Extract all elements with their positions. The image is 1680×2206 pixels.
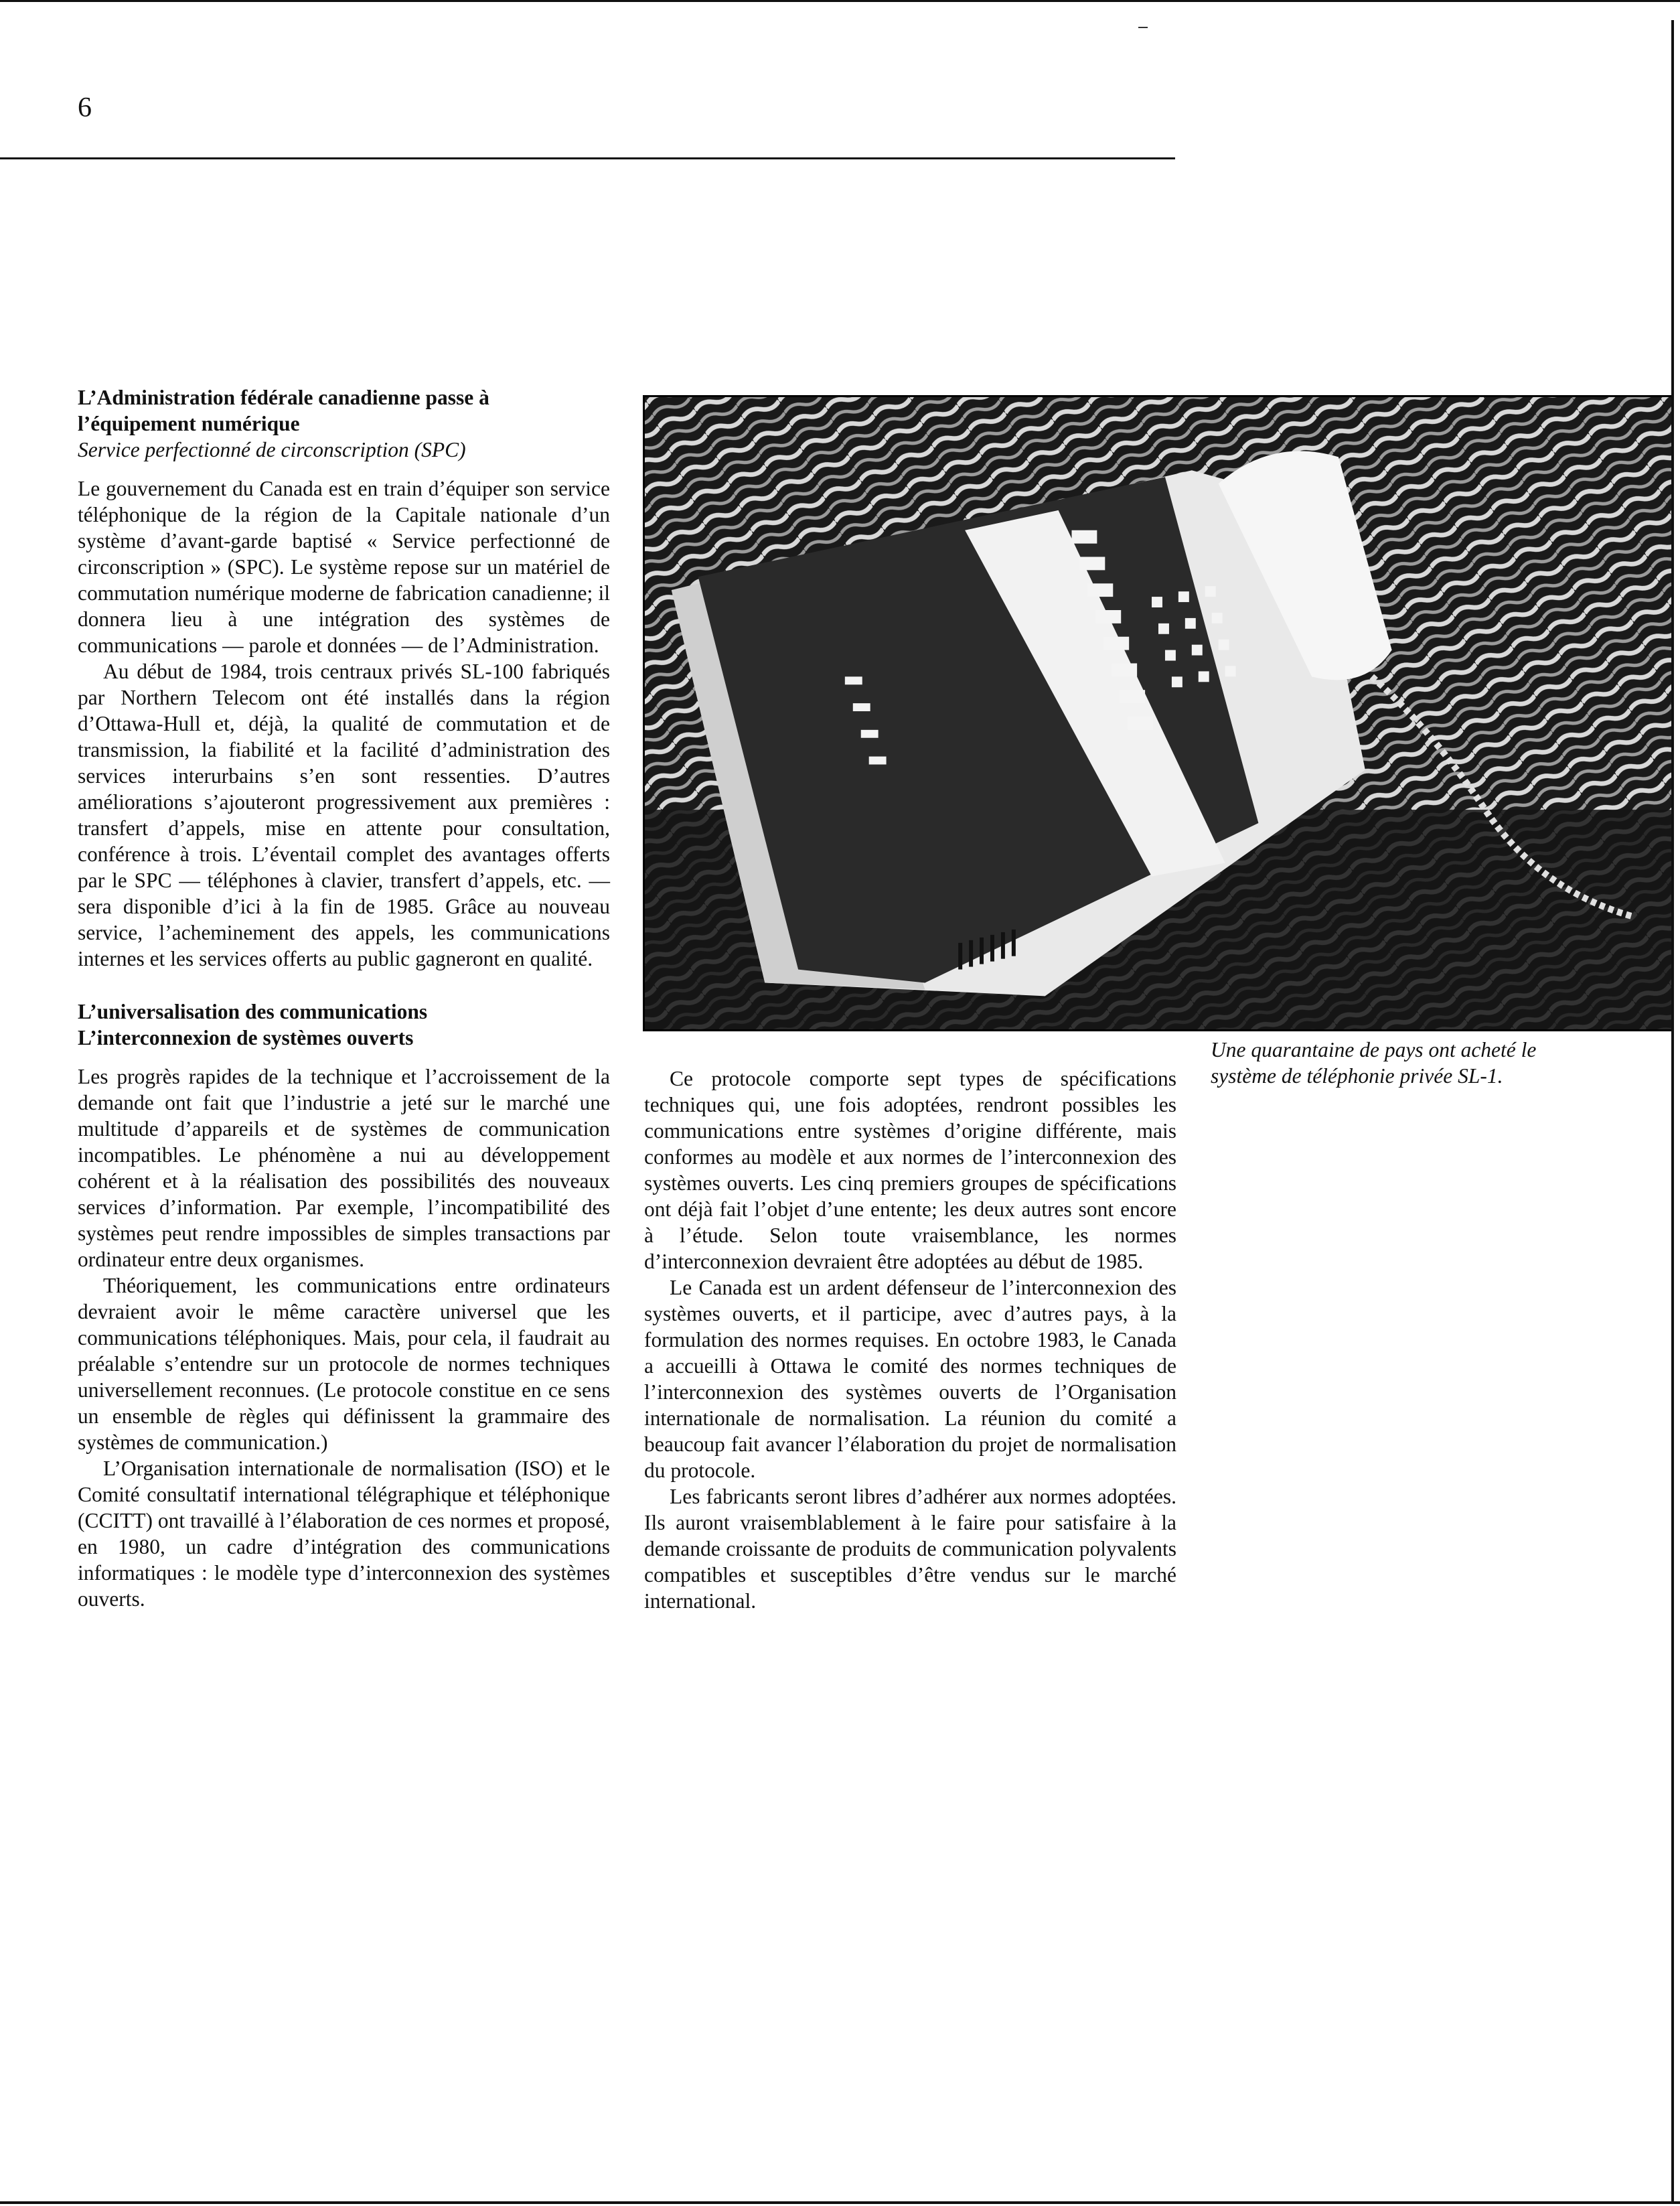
body-paragraph: Les progrès rapides de la technique et l’accroissement de la demande ont fait que l’industrie a jeté sur le marché une multitude d’appareils et de systèmes de communication incompatibles. Le phénomène a nui au développement cohérent et à la réalisation des possibilités des nouveaux services d’information. Par exemple, l’incompatibilité des systèmes peut rendre impossibles de simples transactions par ordinateur entre deux organismes.	[78, 1065, 610, 1271]
header-rule	[0, 157, 1175, 159]
scan-mark	[1138, 27, 1148, 28]
heading-line: L’universalisation des communications	[78, 1000, 428, 1023]
heading-line: l’équipement numérique	[78, 412, 300, 435]
body-paragraph: Ce protocole comporte sept types de spécifications techniques qui, une fois adoptées, rendront possibles les communications entre systèmes d’origine différente, mais conformes au modèle et aux normes de l’interconnexion des systèmes ouverts. Les cinq premiers groupes de spécifications ont déjà fait l’objet d’une entente; les deux autres sont encore à l’étude. Selon toute vraisemblance, les normes d’interconnexion devraient être adoptées au début de 1985.	[644, 1067, 1176, 1273]
page-right-edge	[1671, 20, 1674, 2203]
page-bottom-edge	[0, 2201, 1680, 2204]
caption-line: Une quarantaine de pays ont acheté le	[1211, 1038, 1537, 1061]
page-number: 6	[78, 92, 92, 123]
caption-line: système de téléphonie privée SL-1.	[1211, 1064, 1503, 1088]
section-heading-spc	[78, 384, 610, 437]
page-top-edge	[0, 0, 1680, 2]
section-heading-osi	[78, 999, 610, 1051]
left-column	[78, 384, 610, 1612]
body-paragraph: Le gouvernement du Canada est en train d’équiper son service téléphonique de la région de la Capitale nationale d’un système d’avant-garde baptisé « Service perfectionné de circonscription » (SPC). Le système repose sur un matériel de commutation numérique moderne de fabrication canadienne; il donnera lieu à une intégration des systèmes de communications — parole et données — de l’Administration.	[78, 477, 610, 657]
telephone-illustration	[645, 397, 1672, 1029]
body-paragraph: Théoriquement, les communications entre ordinateurs devraient avoir le même caractère universel que les communications téléphoniques. Mais, pour cela, il faudrait au préalable s’entendre sur un protocole de normes techniques universellement reconnues. (Le protocole constitue en ce sens un ensemble de règles qui définissent la grammaire des systèmes de communication.)	[78, 1274, 610, 1454]
section-gap	[78, 972, 610, 999]
heading-line: L’Administration fédérale canadienne passe à	[78, 386, 489, 409]
middle-column	[644, 1065, 1176, 1614]
body-paragraph: Les fabricants seront libres d’adhérer aux normes adoptées. Ils auront vraisemblablement à le faire pour satisfaire à la demande croissante de produits de communication polyvalents compatibles et susceptibles d’être vendus sur le marché international.	[644, 1485, 1176, 1613]
section-subheading-spc: Service perfectionné de circonscription (SPC)	[78, 438, 466, 461]
telephone-photo	[643, 395, 1674, 1031]
body-paragraph: L’Organisation internationale de normalisation (ISO) et le Comité consultatif international télégraphique et téléphonique (CCITT) ont travaillé à l’élaboration de ces normes et proposé, en 1980, un cadre d’intégration des communications informatiques : le modèle type d’interconnexion des systèmes ouverts.	[78, 1457, 610, 1611]
body-paragraph: Le Canada est un ardent défenseur de l’interconnexion des systèmes ouverts, et il participe, avec d’autres pays, à la formulation des normes requises. En octobre 1983, le Canada a accueilli à Ottawa le comité des normes techniques de l’interconnexion des systèmes ouverts de l’Organisation internationale de normalisation. La réunion du comité a beaucoup fait avancer l’élaboration du projet de normalisation du protocole.	[644, 1276, 1176, 1482]
heading-line: L’interconnexion de systèmes ouverts	[78, 1026, 414, 1049]
photo-caption	[1211, 1037, 1586, 1089]
body-paragraph: Au début de 1984, trois centraux privés SL-100 fabriqués par Northern Telecom ont été installés dans la région d’Ottawa-Hull et, déjà, la qualité de commutation et de transmission, la fiabilité et la facilité d’administration des services interurbains s’en sont ressenties. D’autres améliorations s’ajouteront progressivement aux premières : transfert d’appels, mise en attente pour consultation, conférence à trois. L’éventail complet des avantages offerts par le SPC — téléphones à clavier, transfert d’appels, etc. — sera disponible d’ici à la fin de 1985. Grâce au nouveau service, l’acheminement des appels, les communications internes et les services offerts au public gagneront en qualité.	[78, 660, 610, 970]
